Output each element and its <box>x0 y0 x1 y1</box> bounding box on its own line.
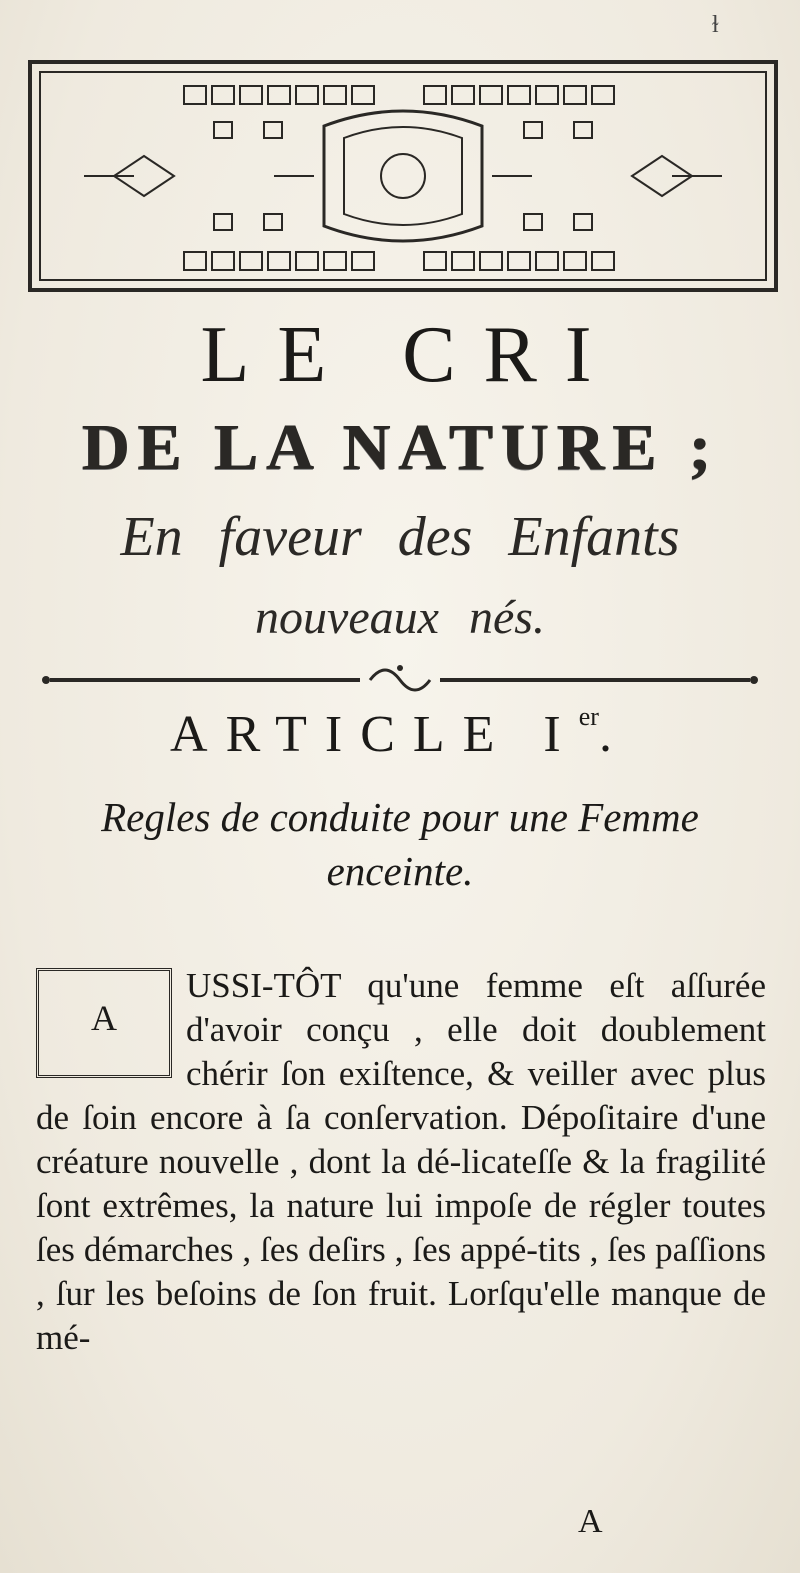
ornamental-headpiece <box>24 56 782 296</box>
title-line-1: LE CRI <box>200 311 620 399</box>
body-paragraph <box>36 964 766 1360</box>
handwritten-line-2: nouveaux nés. <box>255 591 545 644</box>
article-heading <box>0 702 800 764</box>
article-heading-text: ARTICLE I <box>170 706 579 763</box>
corner-mark: ɫ <box>712 12 719 38</box>
handwritten-line-1: En faveur des Enfants <box>120 506 680 568</box>
body-paragraph-text: USSI-TÔT qu'une femme eſt aſſurée d'avoir conçu , elle doit doublement chérir ſon exiſtence, & veiller avec plus de ſoin encore à ſa conſervation. Dépoſitaire d'une créature nouvelle , dont la dé-licateſſe & la fragilité ſont extrêmes, la nature lui impoſe de régler toutes ſes démarches , ſes deſirs , ſes appé-tits , ſes paſſions , ſur les beſoins de ſon fruit. Lorſqu'elle manque de mé- <box>36 966 766 1357</box>
article-heading-sup: er <box>578 702 599 731</box>
article-subtitle: Regles de conduite pour une Femme enceinte. <box>101 794 699 894</box>
catchword: A <box>578 1503 603 1540</box>
title-line-2: DE LA NATURE ; <box>81 411 719 484</box>
drop-cap-letter: A <box>91 998 117 1038</box>
ornamental-rule <box>40 660 760 700</box>
article-heading-period: . <box>598 706 630 763</box>
